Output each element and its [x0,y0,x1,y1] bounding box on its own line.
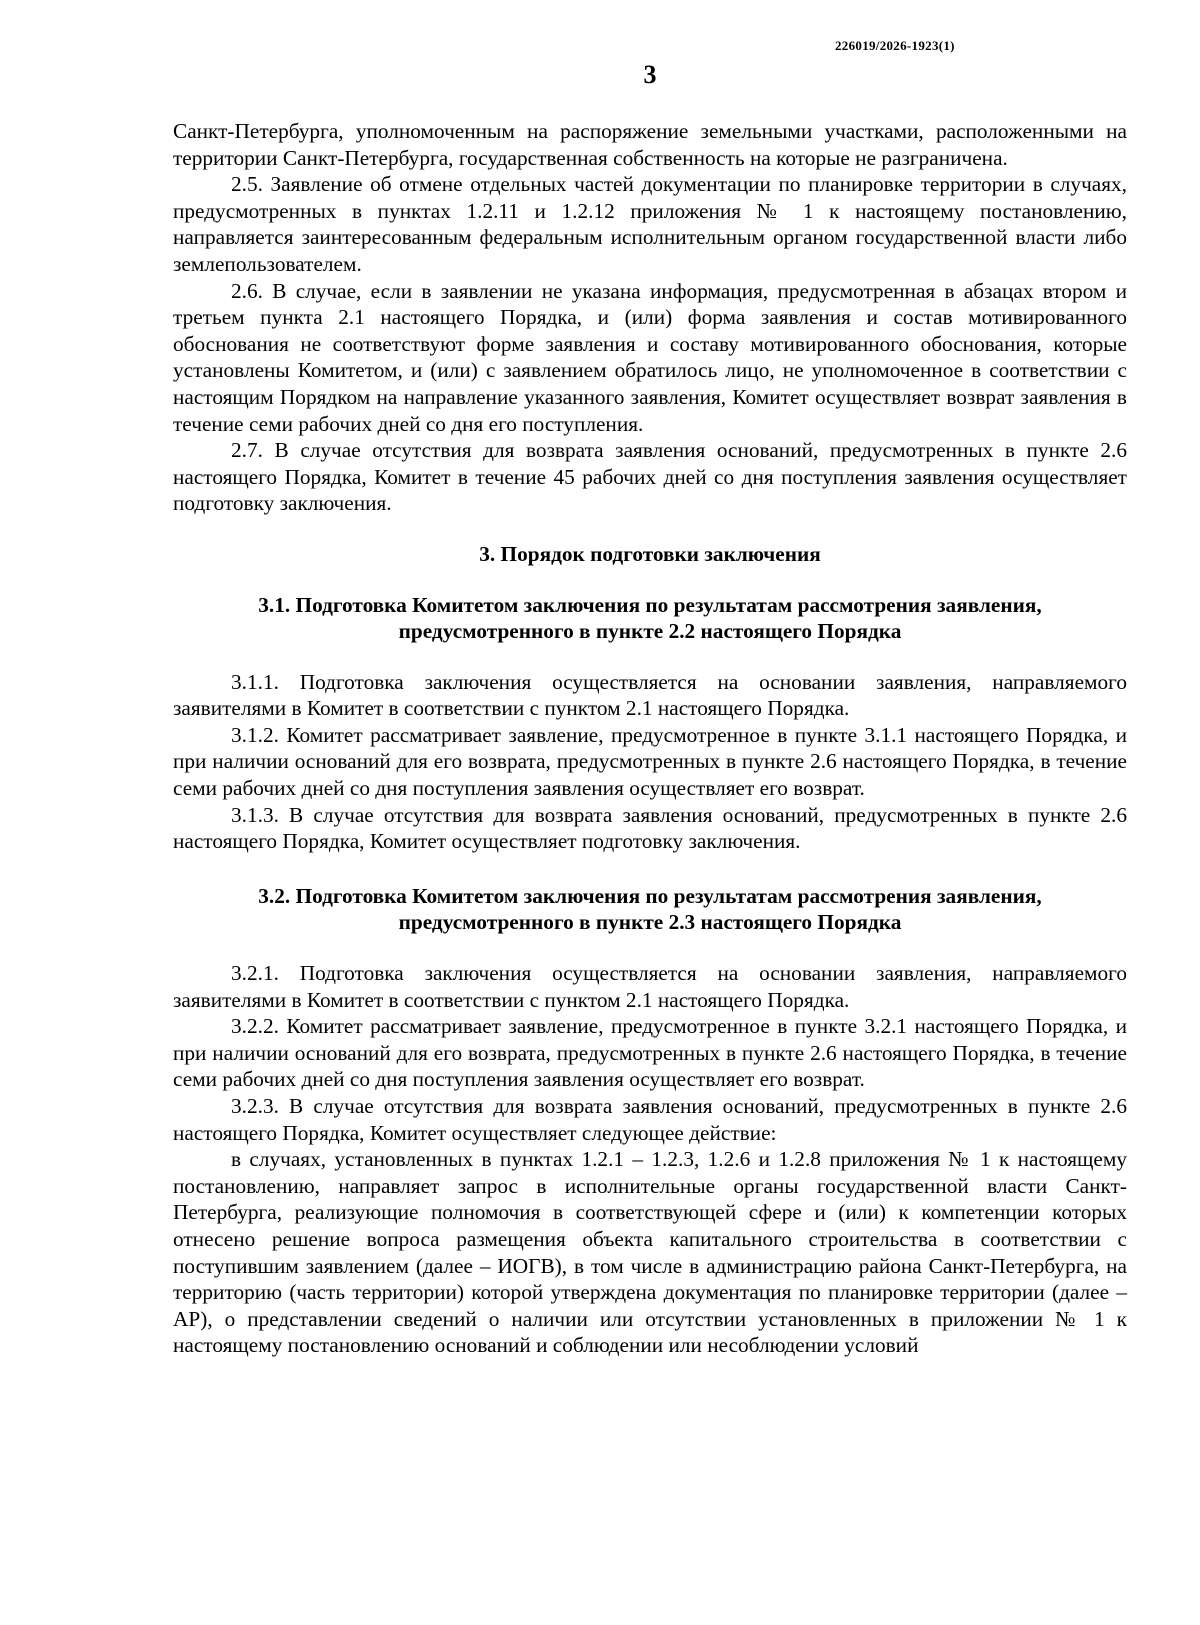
paragraph-3-2-3: 3.2.3. В случае отсутствия для возврата заявления оснований, предусмотренных в пункте 2.6 настоящего Порядка, Комитет осуществляет следующее действие: [173,1094,1127,1145]
subsection-3-2-heading-line-2: предусмотренного в пункте 2.3 настоящего Порядка [398,910,902,935]
paragraph-2-5: 2.5. Заявление об отмене отдельных частей документации по планировке территории в случаях, предусмотренных в пунктах 1.2.11 и 1.2.12 приложения № 1 к настоящему постановлению, направляется заинтересованным федеральным исполнительным органом государственной власти либо землепользователем. [173,172,1127,276]
paragraph-3-1-3: 3.1.3. В случае отсутствия для возврата заявления оснований, предусмотренных в пункте 2.6 настоящего Порядка, Комитет осуществляет подготовку заключения. [173,802,1127,854]
subsection-3-2-heading-line-1: 3.2. Подготовка Комитетом заключения по результатам рассмотрения заявления, [258,883,1042,908]
paragraph-3-2-1: 3.2.1. Подготовка заключения осуществляется на основании заявления, направляемого заявителями в Комитет в соответствии с пунктом 2.1 настоящего Порядка. [173,961,1127,1012]
subsection-3-1-heading-line-1: 3.1. Подготовка Комитетом заключения по результатам рассмотрения заявления, [258,592,1042,617]
page-number: 3 [643,60,657,89]
paragraph-2-7: 2.7. В случае отсутствия для возврата заявления оснований, предусмотренных в пункте 2.6 настоящего Порядка, Комитет в течение 45 рабочих дней со дня поступления заявления осуществляет подготовку заключения. [173,438,1127,516]
paragraph-3-1-1: 3.1.1. Подготовка заключения осуществляется на основании заявления, направляемого заявителями в Комитет в соответствии с пунктом 2.1 настоящего Порядка. [173,669,1127,721]
document-body [173,118,1127,1359]
paragraph-continuation: Санкт-Петербурга, уполномоченным на распоряжение земельными участками, расположенными на территории Санкт-Петербурга, государственная собственность на которые не разграничена. [173,119,1127,170]
paragraph-2-6: 2.6. В случае, если в заявлении не указана информация, предусмотренная в абзацах втором и третьем пункта 2.1 настоящего Порядка, и (или) форма заявления и состав мотивированного обоснования не соответствуют форме заявления и составу мотивированного обоснования, которые установлены Комитетом, и (или) с заявлением обратилось лицо, не уполномоченное в соответствии с настоящим Порядком на направление указанного заявления, Комитет осуществляет возврат заявления в течение семи рабочих дней со дня его поступления. [173,278,1127,436]
subsection-3-1-heading-line-2: предусмотренного в пункте 2.2 настоящего Порядка [398,619,902,644]
document-registration-number: 226019/2026-1923(1) [835,38,955,53]
subsection-3-1-heading [173,592,1127,645]
subsection-3-2-heading [173,883,1127,936]
paragraph-3-1-2: 3.1.2. Комитет рассматривает заявление, предусмотренное в пункте 3.1.1 настоящего Порядка, и при наличии оснований для его возврата, предусмотренных в пункте 2.6 настоящего Порядка, в течение семи рабочих дней со дня поступления заявления осуществляет его возврат. [173,722,1127,801]
paragraph-cases: в случаях, установленных в пунктах 1.2.1 – 1.2.3, 1.2.6 и 1.2.8 приложения № 1 к настоящему постановлению, направляет запрос в исполнительные органы государственной власти Санкт-Петербурга, реализующие полномочия в соответствующей сфере и (или) к компетенции которых отнесено решение вопроса размещения объекта капитального строительства в соответствии с поступившим заявлением (далее – ИОГВ), в том числе в администрацию района Санкт-Петербурга, на территорию (часть территории) которой утверждена документация по планировке территории (далее – АР), о представлении сведений о наличии или отсутствии установленных в приложении № 1 к настоящему постановлению оснований и соблюдении или несоблюдении условий [173,1147,1127,1358]
section-3-heading: 3. Порядок подготовки заключения [479,541,821,566]
paragraph-3-2-2: 3.2.2. Комитет рассматривает заявление, предусмотренное в пункте 3.2.1 настоящего Порядка, и при наличии оснований для его возврата, предусмотренных в пункте 2.6 настоящего Порядка, в течение семи рабочих дней со дня поступления заявления осуществляет его возврат. [173,1014,1127,1092]
